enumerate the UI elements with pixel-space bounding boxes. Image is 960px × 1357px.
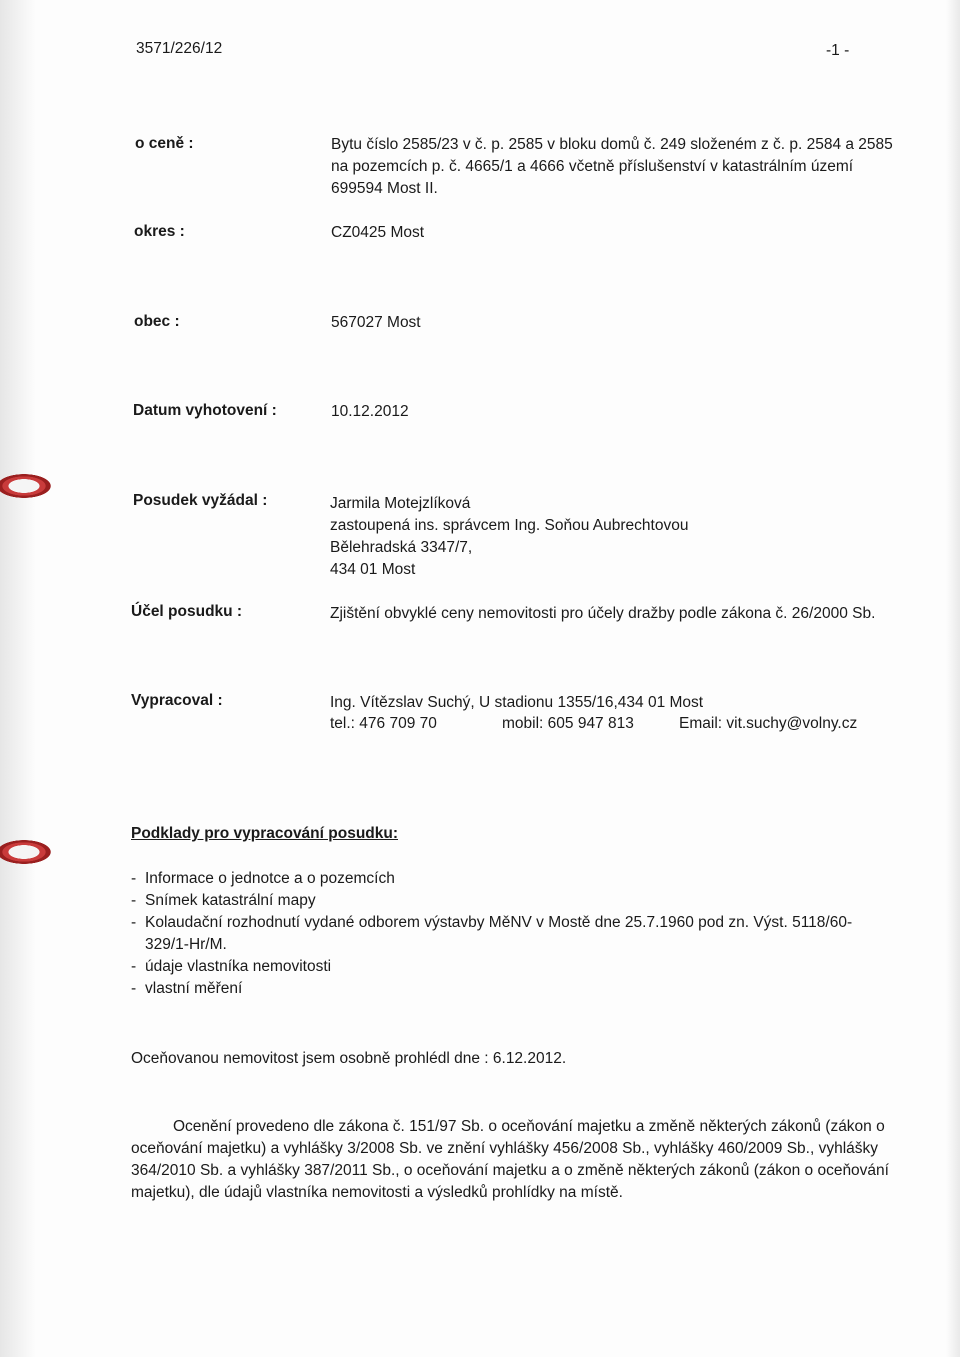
cena-label: o ceně :: [135, 135, 194, 152]
posudek-line: Jarmila Motejzlíková: [330, 495, 471, 512]
cena-value: Bytu číslo 2585/23 v č. p. 2585 v bloku domů č. 249 složeném z č. p. 2584 a 2585 na pozemcích p. č. 4665/1 a 4666 včetně příslušenství v katastrálním území 699594 Most II.: [331, 136, 893, 197]
scan-edge-shadow: [0, 0, 36, 1357]
vypracoval-label: Vypracoval :: [131, 692, 223, 709]
ucel-value: Zjištění obvyklé ceny nemovitosti pro účely dražby podle zákona č. 26/2000 Sb.: [330, 605, 876, 622]
list-item: - údaje vlastníka nemovitosti: [131, 958, 332, 975]
obec-value: 567027 Most: [331, 314, 421, 331]
datum-label: Datum vyhotovení :: [133, 402, 277, 419]
list-item: - Informace o jednotce a o pozemcích: [131, 870, 395, 887]
vypracoval-name: Ing. Vítězslav Suchý, U stadionu 1355/16,434 01 Most: [330, 694, 704, 711]
posudek-line: Bělehradská 3347/7,: [330, 539, 473, 556]
obec-label: obec :: [134, 313, 180, 330]
posudek-label: Posudek vyžádal :: [133, 492, 268, 509]
posudek-line: 434 01 Most: [330, 561, 416, 578]
oceneni-paragraph: Ocenění provedeno dle zákona č. 151/97 Sb. o oceňování majetku a změně některých zákonů (zákon o oceňování majetku) a vyhlášky 3/2008 Sb. ve znění vyhlášky 456/2008 Sb., vyhlášky 460/2009 Sb., vyhlášky 364/2010 Sb. a vyhlášky 387/2011 Sb., o oceňování majetku a o změně některých zákonů (zákon o oceňování majetku), dle údajů vlastníka nemovitosti a výsledků prohlídky na místě.: [131, 1118, 889, 1201]
list-item: - Snímek katastrální mapy: [131, 892, 316, 909]
scan-right-edge: [946, 0, 960, 1357]
podklady-list: [131, 868, 891, 1000]
list-item: - Kolaudační rozhodnutí vydané odborem výstavby MěNV v Mostě dne 25.7.1960 pod zn. Výst. 5118/60-329/1-Hr/M.: [131, 914, 853, 953]
page-number: -1 -: [826, 42, 850, 59]
podklady-title: Podklady pro vypracování posudku:: [131, 825, 399, 842]
vypracoval-tel: tel.: 476 709 70: [330, 715, 437, 732]
okres-value: CZ0425 Most: [331, 224, 425, 241]
datum-value: 10.12.2012: [331, 403, 409, 420]
binder-hole-mark: [0, 470, 60, 502]
okres-label: okres :: [134, 223, 185, 240]
list-item: - vlastní měření: [131, 980, 243, 997]
ucel-label: Účel posudku :: [131, 603, 243, 620]
prohlidka-statement: Oceňovanou nemovitost jsem osobně prohlédl dne : 6.12.2012.: [131, 1050, 567, 1067]
vypracoval-email: Email: vit.suchy@volny.cz: [679, 715, 858, 732]
document-number: 3571/226/12: [136, 40, 223, 57]
binder-hole-mark: [0, 836, 60, 868]
vypracoval-mobil: mobil: 605 947 813: [502, 715, 634, 732]
posudek-line: zastoupená ins. správcem Ing. Soňou Aubrechtovou: [330, 517, 689, 534]
